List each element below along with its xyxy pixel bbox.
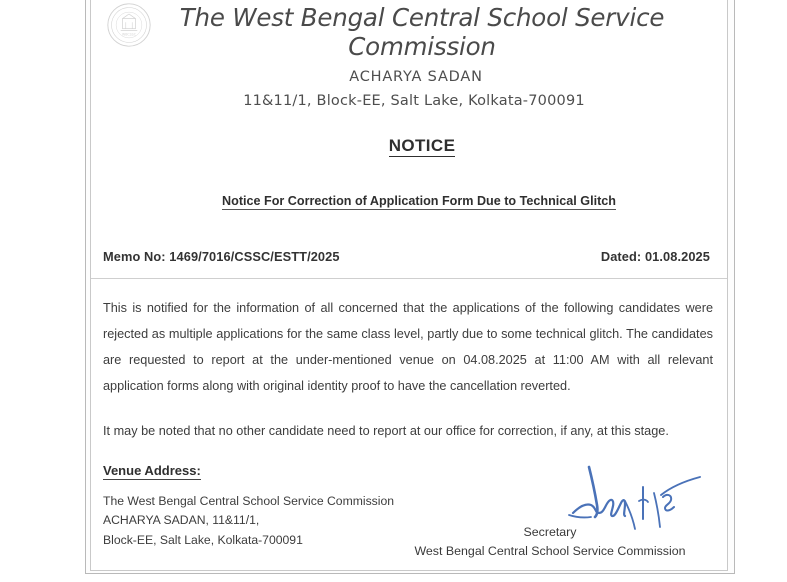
signatory-title: Secretary	[523, 524, 577, 539]
notice-subject	[91, 194, 727, 208]
notice-document	[91, 0, 727, 571]
memo-number: Memo No: 1469/7016/CSSC/ESTT/2025	[103, 248, 340, 264]
notice-title	[91, 136, 727, 156]
commission-seal-icon	[103, 2, 155, 48]
venue-address-heading-text: Venue Address:	[103, 462, 201, 478]
venue-address-line-2: ACHARYA SADAN, 11&11/1,	[103, 513, 260, 528]
memo-date: Dated: 01.08.2025	[600, 248, 710, 264]
signature-block	[385, 523, 715, 561]
notice-title-text: NOTICE	[388, 135, 456, 155]
body-paragraph-1: This is notified for the information of all concerned that the applications of the following candidates were rejected as multiple applications for the same class level, partly due to some technical glitch. The candidates are requested to report at the under-mentioned venue on 04.08.2025 at 11:00 AM with all relevant application forms along with original identity proof to have the cancellation reverted.	[103, 300, 713, 393]
memo-row	[91, 249, 727, 264]
horizontal-rule	[91, 278, 727, 279]
organization-address: 11&11/1, Block-EE, Salt Lake, Kolkata-700091	[243, 92, 585, 109]
signatory-organization: West Bengal Central School Service Commission	[414, 543, 686, 558]
venue-address-line-1: The West Bengal Central School Service Commission	[103, 493, 395, 508]
venue-address-line-3: Block-EE, Salt Lake, Kolkata-700091	[103, 533, 303, 547]
letterhead	[91, 0, 727, 109]
organization-title: The West Bengal Central School Service Commission	[179, 3, 665, 61]
svg-text:WBCSSC: WBCSSC	[122, 32, 136, 37]
notice-subject-text: Notice For Correction of Application Form Due to Technical Glitch	[222, 193, 616, 208]
body-paragraph-2: It may be noted that no other candidate need to report at our office for correction, if any, at this stage.	[103, 423, 669, 438]
organization-building: ACHARYA SADAN	[349, 68, 483, 85]
